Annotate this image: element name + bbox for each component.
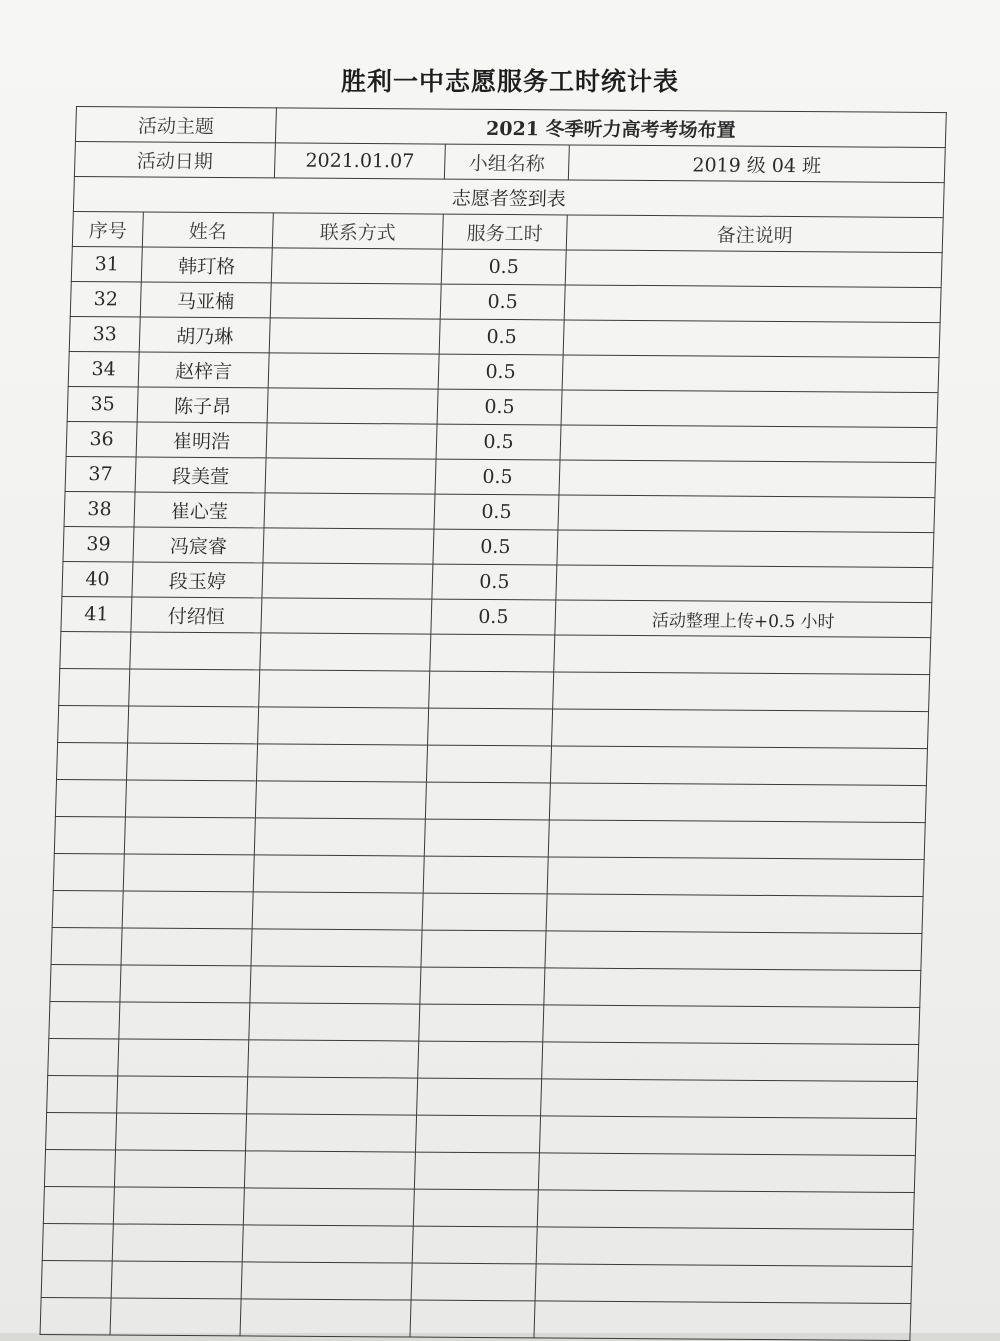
blank-cell: [412, 1226, 537, 1264]
row-no: 38: [64, 491, 135, 526]
row-note: [562, 355, 939, 393]
blank-cell: [52, 890, 123, 927]
blank-cell: [539, 1116, 916, 1156]
column-header-no: 序号: [72, 212, 143, 247]
blank-cell: [110, 1298, 241, 1336]
row-contact: [268, 353, 439, 389]
column-header-row: [72, 212, 943, 253]
row-no: 41: [61, 596, 132, 631]
blank-cell: [55, 779, 126, 816]
blank-cell: [48, 1038, 119, 1075]
row-no: 37: [65, 456, 136, 491]
row-note: [559, 460, 936, 498]
blank-cell: [553, 672, 930, 712]
blank-cell: [430, 634, 555, 672]
blank-cell: [250, 966, 421, 1004]
row-name: 段玉婷: [132, 562, 263, 598]
form-sheet: [40, 106, 946, 1341]
blank-cell: [411, 1263, 536, 1301]
row-no: 34: [68, 351, 139, 386]
volunteer-hours-table: [40, 106, 947, 1341]
row-no: 35: [67, 386, 138, 421]
blank-table-row: [55, 779, 926, 822]
row-hours: 0.5: [440, 284, 565, 320]
row-no: 36: [66, 421, 137, 456]
blank-cell: [47, 1075, 118, 1112]
row-contact: [271, 248, 442, 284]
table-row: [62, 561, 933, 602]
blank-table-row: [44, 1149, 915, 1192]
blank-table-row: [43, 1186, 914, 1229]
blank-cell: [549, 783, 926, 823]
row-name: 陈子昂: [137, 387, 268, 423]
row-hours: 0.5: [433, 529, 558, 565]
group-label: 小组名称: [444, 144, 569, 180]
row-hours: 0.5: [436, 424, 561, 460]
blank-cell: [425, 782, 550, 820]
blank-cell: [251, 929, 422, 967]
blank-cell: [116, 1113, 247, 1151]
row-hours: 0.5: [432, 564, 557, 600]
row-hours: 0.5: [441, 249, 566, 285]
blank-cell: [113, 1187, 244, 1225]
blank-cell: [413, 1189, 538, 1227]
date-label: 活动日期: [74, 142, 275, 178]
row-note: 活动整理上传+0.5 小时: [555, 600, 932, 638]
row-note: [558, 495, 935, 533]
blank-table-row: [48, 1038, 919, 1081]
blank-cell: [420, 967, 545, 1005]
signin-title: 志愿者签到表: [73, 177, 944, 218]
blank-cell: [128, 706, 259, 744]
row-hours: 0.5: [431, 599, 556, 635]
column-header-name: 姓名: [142, 212, 273, 248]
blank-cell: [111, 1261, 242, 1299]
row-no: 33: [69, 316, 140, 351]
blank-cell: [428, 708, 553, 746]
blank-cell: [112, 1224, 243, 1262]
blank-cell: [247, 1077, 418, 1115]
blank-cell: [44, 1149, 115, 1186]
row-no: 40: [62, 561, 133, 596]
blank-cell: [421, 930, 546, 968]
blank-cell: [543, 1005, 920, 1045]
blank-cell: [252, 892, 423, 930]
column-header-contact: 联系方式: [272, 213, 443, 249]
blank-cell: [241, 1262, 412, 1300]
blank-cell: [121, 928, 252, 966]
table-row: [68, 351, 939, 392]
table-row: [63, 526, 934, 567]
blank-cell: [242, 1225, 413, 1263]
row-hours: 0.5: [434, 494, 559, 530]
table-row: [66, 421, 937, 462]
row-contact: [264, 493, 435, 529]
blank-cell: [259, 670, 430, 708]
blank-table-row: [41, 1260, 912, 1303]
blank-table-row: [50, 964, 921, 1007]
blank-cell: [423, 856, 548, 894]
blank-cell: [258, 707, 429, 745]
table-row: [64, 491, 935, 532]
blank-cell: [422, 893, 547, 931]
blank-cell: [125, 780, 256, 818]
blank-table-row: [57, 742, 928, 785]
blank-cell: [57, 742, 128, 779]
table-row: [70, 281, 941, 322]
row-name: 马亚楠: [140, 282, 271, 318]
row-name: 韩玎格: [141, 247, 272, 283]
row-name: 段美萱: [135, 457, 266, 493]
blank-cell: [129, 669, 260, 707]
blank-cell: [127, 743, 258, 781]
row-no: 32: [70, 281, 141, 316]
blank-cell: [118, 1039, 249, 1077]
blank-cell: [41, 1260, 112, 1297]
blank-cell: [541, 1079, 918, 1119]
row-hours: 0.5: [437, 389, 562, 425]
row-contact: [263, 528, 434, 564]
blank-table-row: [52, 890, 923, 933]
blank-cell: [255, 781, 426, 819]
row-hours: 0.5: [439, 319, 564, 355]
blank-cell: [43, 1186, 114, 1223]
row-note: [563, 320, 940, 358]
blank-table-row: [49, 1001, 920, 1044]
row-note: [560, 425, 937, 463]
row-note: [561, 390, 938, 428]
row-hours: 0.5: [435, 459, 560, 495]
column-header-hours: 服务工时: [442, 214, 567, 250]
blank-table-row: [54, 816, 925, 859]
blank-cell: [123, 854, 254, 892]
blank-cell: [545, 931, 922, 971]
row-name: 付绍恒: [131, 597, 262, 633]
blank-cell: [246, 1114, 417, 1152]
blank-table-row: [58, 705, 929, 748]
table-row: [61, 596, 932, 637]
row-contact: [261, 598, 432, 634]
blank-cell: [552, 709, 929, 749]
row-contact: [267, 388, 438, 424]
blank-cell: [542, 1042, 919, 1082]
blank-cell: [414, 1152, 539, 1190]
row-hours: 0.5: [438, 354, 563, 390]
group-value: 2019 级 04 班: [568, 145, 945, 183]
date-value: 2021.01.07: [274, 143, 445, 179]
blank-cell: [550, 746, 927, 786]
blank-cell: [117, 1076, 248, 1114]
blank-cell: [54, 816, 125, 853]
row-note: [565, 250, 942, 288]
blank-cell: [544, 968, 921, 1008]
row-note: [556, 565, 933, 603]
blank-cell: [538, 1153, 915, 1193]
blank-cell: [119, 1002, 250, 1040]
blank-cell: [248, 1040, 419, 1078]
row-contact: [270, 283, 441, 319]
blank-cell: [58, 705, 129, 742]
blank-cell: [243, 1188, 414, 1226]
blank-cell: [60, 631, 131, 668]
blank-table-row: [42, 1223, 913, 1266]
blank-cell: [40, 1297, 111, 1334]
blank-cell: [256, 744, 427, 782]
row-name: 赵梓言: [138, 352, 269, 388]
blank-cell: [253, 855, 424, 893]
date-row: [74, 142, 945, 183]
row-name: 崔心莹: [134, 492, 265, 528]
theme-row: [75, 107, 946, 148]
blank-cell: [240, 1299, 411, 1337]
blank-cell: [546, 894, 923, 934]
blank-cell: [548, 820, 925, 860]
blank-cell: [46, 1112, 117, 1149]
blank-cell: [49, 1001, 120, 1038]
blank-cell: [244, 1151, 415, 1189]
blank-cell: [419, 1004, 544, 1042]
row-contact: [262, 563, 433, 599]
blank-cell: [415, 1115, 540, 1153]
blank-cell: [254, 818, 425, 856]
blank-cell: [59, 668, 130, 705]
blank-table-row: [46, 1112, 917, 1155]
blank-table-row: [59, 668, 930, 711]
row-contact: [269, 318, 440, 354]
blank-cell: [424, 819, 549, 857]
blank-cell: [114, 1150, 245, 1188]
blank-table-row: [53, 853, 924, 896]
blank-cell: [53, 853, 124, 890]
blank-table-row: [47, 1075, 918, 1118]
blank-cell: [554, 635, 931, 675]
document-title: 胜利一中志愿服务工时统计表: [340, 67, 679, 96]
blank-cell: [429, 671, 554, 709]
blank-cell: [417, 1078, 542, 1116]
table-row: [69, 316, 940, 357]
row-contact: [266, 423, 437, 459]
row-note: [564, 285, 941, 323]
blank-table-row: [60, 631, 931, 674]
blank-cell: [547, 857, 924, 897]
blank-cell: [536, 1227, 913, 1267]
blank-cell: [130, 632, 261, 670]
row-note: [557, 530, 934, 568]
blank-cell: [418, 1041, 543, 1079]
row-name: 胡乃琳: [139, 317, 270, 353]
blank-cell: [50, 964, 121, 1001]
table-row: [67, 386, 938, 427]
signin-title-row: [73, 177, 944, 218]
blank-cell: [51, 927, 122, 964]
theme-label: 活动主题: [75, 107, 276, 143]
blank-cell: [124, 817, 255, 855]
blank-cell: [42, 1223, 113, 1260]
row-name: 冯宸睿: [133, 527, 264, 563]
column-header-note: 备注说明: [566, 215, 943, 253]
blank-cell: [535, 1264, 912, 1304]
row-no: 39: [63, 526, 134, 561]
blank-cell: [120, 965, 251, 1003]
blank-table-row: [40, 1297, 911, 1340]
blank-cell: [426, 745, 551, 783]
table-row: [71, 247, 942, 288]
row-name: 崔明浩: [136, 422, 267, 458]
theme-value: 2021 冬季听力高考考场布置: [275, 108, 946, 148]
blank-table-row: [51, 927, 922, 970]
row-no: 31: [71, 247, 142, 282]
blank-cell: [410, 1300, 535, 1338]
blank-cell: [122, 891, 253, 929]
blank-cell: [534, 1301, 911, 1341]
row-contact: [265, 458, 436, 494]
blank-cell: [249, 1003, 420, 1041]
blank-cell: [537, 1190, 914, 1230]
blank-cell: [260, 633, 431, 671]
